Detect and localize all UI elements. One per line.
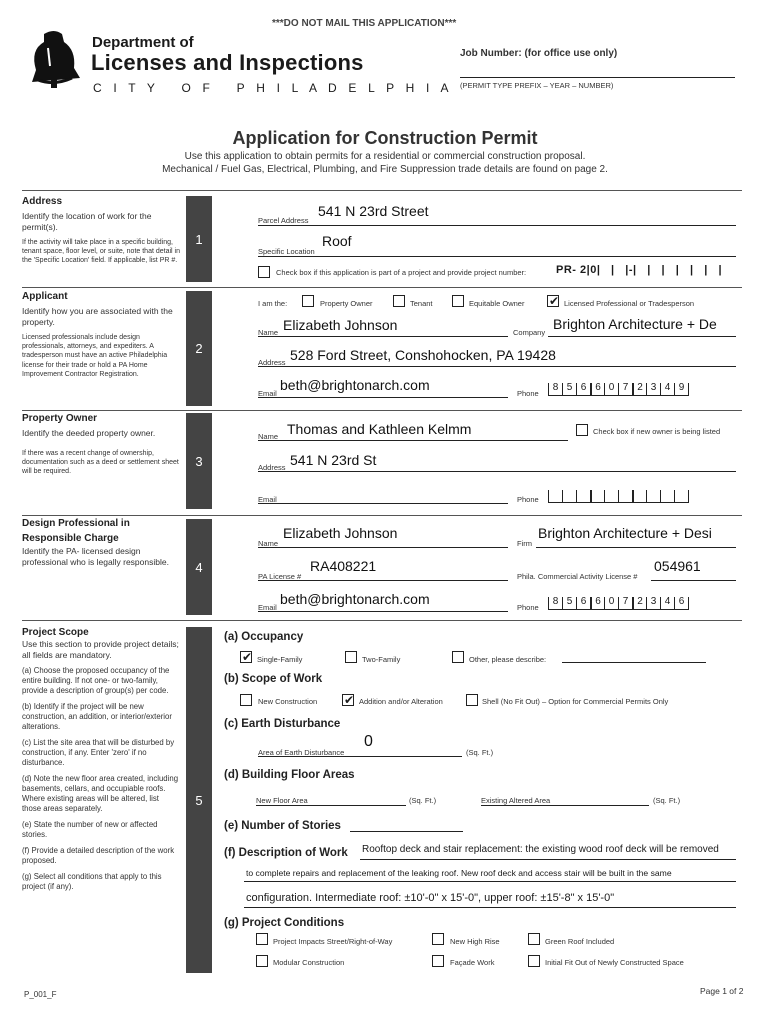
owner-name-value[interactable]: Thomas and Kathleen Kelmm	[287, 421, 472, 437]
description-line-1[interactable]: Rooftop deck and stair replacement: the existing wood roof deck will be removed	[362, 844, 719, 855]
section-2-number: 2	[195, 341, 203, 356]
shell-checkbox[interactable]	[466, 694, 478, 706]
phone-digit: 0	[604, 597, 618, 609]
altered-area-unit: (Sq. Ft.)	[653, 796, 681, 805]
occupancy-heading: (a) Occupancy	[224, 631, 304, 643]
shell-option: Shell (No Fit Out) – Option for Commercial Permits Only	[482, 697, 669, 706]
applicant-company-line	[548, 336, 736, 337]
licensed-professional-option: Licensed Professional or Tradesperson	[564, 299, 695, 308]
applicant-name-value[interactable]: Elizabeth Johnson	[283, 317, 398, 333]
applicant-address-value[interactable]: 528 Ford Street, Conshohocken, PA 19428	[290, 347, 556, 363]
phone-digit: 2	[632, 597, 646, 609]
design-firm-label: Firm	[517, 539, 532, 548]
description-rule-2	[244, 881, 736, 882]
addition-alteration-checkbox[interactable]	[342, 694, 354, 706]
project-check-label: Check box if this application is part of a project and provide project number:	[276, 268, 527, 277]
applicant-note: Licensed professionals include design professionals, attorneys, and expediters. A tradesperson must have an active Philadelphia license for their trade or hold a PA Home Improvement Contractor Registration.	[22, 334, 168, 378]
owner-address-line	[258, 471, 736, 472]
liberty-bell-logo	[24, 28, 86, 92]
phone-digit: 7	[618, 383, 632, 395]
scope-note-a: (a) Choose the proposed occupancy of the entire building. If not one- or two-family, provide a description of group(s) per code.	[22, 666, 170, 695]
conditions-heading: (g) Project Conditions	[224, 917, 345, 929]
specific-location-value[interactable]: Roof	[322, 233, 352, 249]
stories-line[interactable]	[350, 831, 463, 832]
section-5-bar	[186, 627, 212, 973]
phone-digit: 5	[562, 597, 576, 609]
dept-line1: Department of	[92, 34, 194, 51]
green-roof-checkbox[interactable]	[528, 933, 540, 945]
applicant-section-info	[22, 291, 182, 379]
new-high-rise-option: New High Rise	[450, 937, 500, 946]
checkmark-icon: ✔	[344, 693, 355, 707]
addition-alteration-option: Addition and/or Alteration	[359, 697, 443, 706]
phone-digit: 5	[562, 383, 576, 395]
commercial-license-value[interactable]: 054961	[654, 558, 701, 574]
divider	[22, 190, 742, 191]
single-family-checkbox[interactable]	[240, 651, 252, 663]
altered-area-line[interactable]	[481, 805, 649, 806]
design-email-value[interactable]: beth@brightonarch.com	[280, 591, 430, 607]
earth-disturbance-label: Area of Earth Disturbance	[258, 748, 345, 757]
applicant-desc: Identify how you are associated with the property.	[22, 306, 173, 327]
equitable-owner-option: Equitable Owner	[469, 299, 525, 308]
scope-desc: Use this section to provide project details; all fields are mandatory.	[22, 639, 179, 660]
design-name-line	[258, 547, 508, 548]
description-line-3[interactable]: configuration. Intermediate roof: ±10'-0" x 15'-0", upper roof: ±15'-8" x 15'-0"	[246, 892, 615, 904]
job-number-label: Job Number: (for office use only)	[460, 48, 618, 59]
property-owner-option: Property Owner	[320, 299, 373, 308]
new-construction-option: New Construction	[258, 697, 318, 706]
earth-disturbance-heading: (c) Earth Disturbance	[224, 718, 341, 730]
phone-digit: 6	[576, 597, 590, 609]
phone-digit: 8	[548, 383, 562, 395]
facade-checkbox[interactable]	[432, 955, 444, 967]
tenant-option: Tenant	[410, 299, 433, 308]
pr-number-field[interactable]: PR- 2|0| | |-| | | | | | |	[556, 264, 723, 276]
licensed-professional-checkbox[interactable]	[547, 295, 559, 307]
phone-digit: 2	[632, 383, 646, 395]
address-note: If the activity will take place in a specific building, tenant space, floor level, or suite, note that detail in the 'Specific Location' field. If applicable, list PR #.	[22, 239, 180, 265]
owner-name-label: Name	[258, 432, 279, 441]
owner-address-label: Address	[258, 463, 286, 472]
design-email-line	[258, 611, 508, 612]
section-1-number: 1	[195, 231, 203, 247]
floor-areas-heading: (d) Building Floor Areas	[224, 769, 355, 781]
specific-location-label: Specific Location	[258, 247, 315, 256]
applicant-phone-field[interactable]	[548, 383, 689, 396]
phone-digit: 6	[576, 383, 590, 395]
owner-phone-label: Phone	[517, 495, 539, 504]
new-owner-label: Check box if new owner is being listed	[593, 427, 721, 436]
owner-phone-field[interactable]	[548, 490, 689, 503]
applicant-name-label: Name	[258, 328, 279, 337]
scope-note-g: (g) Select all conditions that apply to this project (if any).	[22, 872, 162, 891]
divider	[22, 515, 742, 516]
initial-fit-out-option: Initial Fit Out of Newly Constructed Space	[545, 958, 684, 967]
design-name-label: Name	[258, 539, 279, 548]
altered-area-label: Existing Altered Area	[481, 796, 551, 805]
other-occupancy-option: Other, please describe:	[469, 655, 547, 664]
new-high-rise-checkbox[interactable]	[432, 933, 444, 945]
pa-license-value[interactable]: RA408221	[310, 558, 377, 574]
owner-note: If there was a recent change of ownership, documentation such as a deed or settlement sheet will be required.	[22, 449, 179, 475]
section-4-number: 4	[195, 559, 203, 575]
other-occupancy-checkbox[interactable]	[452, 651, 464, 663]
new-construction-checkbox[interactable]	[240, 694, 252, 706]
initial-fit-out-checkbox[interactable]	[528, 955, 540, 967]
commercial-license-label: Phila. Commercial Activity License #	[517, 572, 638, 581]
phone-digit: 0	[604, 383, 618, 395]
applicant-address-line	[258, 366, 736, 367]
modular-checkbox[interactable]	[256, 955, 268, 967]
applicant-email-label: Email	[258, 389, 277, 398]
pa-license-label: PA License #	[258, 572, 302, 581]
i-am-label: I am the:	[258, 299, 288, 308]
design-heading-2: Responsible Charge	[22, 533, 119, 544]
commercial-license-line	[651, 580, 736, 581]
checkmark-icon: ✔	[242, 650, 253, 664]
description-rule-3	[244, 907, 736, 908]
phone-digit: 3	[646, 597, 660, 609]
owner-name-line	[258, 440, 568, 441]
owner-desc: Identify the deeded property owner.	[22, 428, 156, 438]
owner-email-label: Email	[258, 495, 277, 504]
green-roof-option: Green Roof Included	[545, 937, 615, 946]
earth-disturbance-value[interactable]: 0	[364, 733, 373, 750]
dept-line3: C I T Y O F P H I L A D E L P H I A	[93, 81, 453, 95]
description-rule-1	[360, 859, 736, 860]
section-4-bar	[186, 519, 212, 615]
scope-section-info	[22, 627, 180, 892]
address-section-info	[22, 196, 182, 266]
applicant-address-label: Address	[258, 358, 286, 367]
other-occupancy-line[interactable]	[562, 662, 706, 663]
checkmark-icon: ✔	[549, 294, 560, 308]
applicant-email-line	[258, 397, 508, 398]
design-heading-1: Design Professional in	[22, 518, 130, 529]
scope-note-f: (f) Provide a detailed description of the work proposed.	[22, 846, 175, 865]
pa-license-line	[258, 580, 508, 581]
page-title: Application for Construction Permit	[232, 128, 538, 148]
new-floor-area-label: New Floor Area	[256, 796, 308, 805]
phone-digit: 6	[590, 383, 604, 395]
earth-disturbance-line	[258, 756, 462, 757]
earth-disturbance-unit: (Sq. Ft.)	[466, 748, 494, 757]
specific-location-line	[258, 256, 736, 257]
page-number: Page 1 of 2	[700, 986, 744, 996]
tenant-checkbox[interactable]	[393, 295, 405, 307]
parcel-address-label: Parcel Address	[258, 216, 309, 225]
divider	[22, 620, 742, 621]
applicant-company-value[interactable]: Brighton Architecture + De	[553, 316, 717, 332]
subtitle-1: Use this application to obtain permits for a residential or commercial construction proposal.	[184, 151, 586, 162]
subtitle-2: Mechanical / Fuel Gas, Electrical, Plumbing, and Fire Suppression trade details are found on page 2.	[162, 164, 608, 175]
job-number-line[interactable]	[460, 64, 735, 78]
two-family-checkbox[interactable]	[345, 651, 357, 663]
two-family-option: Two-Family	[362, 655, 401, 664]
address-desc: Identify the location of work for the permit(s).	[22, 211, 152, 232]
applicant-email-value[interactable]: beth@brightonarch.com	[280, 377, 430, 393]
divider	[22, 410, 742, 411]
scope-of-work-heading: (b) Scope of Work	[224, 673, 323, 685]
phone-digit: 4	[660, 597, 674, 609]
divider	[22, 287, 742, 288]
design-desc: Identify the PA- licensed design professional who is legally responsible.	[22, 546, 169, 567]
new-floor-area-unit: (Sq. Ft.)	[409, 796, 437, 805]
form-id: P_001_F	[24, 990, 57, 999]
scope-note-b: (b) Identify if the project will be new construction, an addition, or interior/exterior alterations.	[22, 702, 172, 731]
modular-option: Modular Construction	[273, 958, 345, 967]
owner-heading: Property Owner	[22, 413, 98, 424]
scope-note-e: (e) State the number of new or affected stories.	[22, 820, 158, 839]
section-1-bar	[186, 196, 212, 282]
phone-digit: 4	[660, 383, 674, 395]
design-name-value[interactable]: Elizabeth Johnson	[283, 525, 398, 541]
equitable-owner-checkbox[interactable]	[452, 295, 464, 307]
section-5-number: 5	[195, 792, 203, 808]
impacts-street-checkbox[interactable]	[256, 933, 268, 945]
parcel-address-value[interactable]: 541 N 23rd Street	[318, 203, 429, 219]
phone-digit: 8	[548, 597, 562, 609]
applicant-name-line	[258, 336, 508, 337]
phone-digit: 3	[646, 383, 660, 395]
description-heading: (f) Description of Work	[224, 847, 348, 859]
applicant-phone-label: Phone	[517, 389, 539, 398]
impacts-street-option: Project Impacts Street/Right-of-Way	[273, 937, 393, 946]
owner-address-value[interactable]: 541 N 23rd St	[290, 452, 377, 468]
applicant-heading: Applicant	[22, 291, 68, 302]
new-owner-checkbox[interactable]	[576, 424, 588, 436]
phone-digit: 9	[674, 383, 688, 395]
do-not-mail-warning: ***DO NOT MAIL THIS APPLICATION***	[272, 18, 457, 29]
phone-digit: 6	[590, 597, 604, 609]
owner-section-info	[22, 413, 182, 476]
parcel-address-line	[258, 225, 736, 226]
scope-note-d: (d) Note the new floor area created, including basements, cellars, and occupiable roofs. Where existing areas will be altered, list those areas separately.	[22, 774, 179, 813]
design-section-info	[22, 518, 182, 567]
scope-heading: Project Scope	[22, 627, 89, 638]
owner-email-line[interactable]	[258, 503, 508, 504]
design-phone-label: Phone	[517, 603, 539, 612]
design-email-label: Email	[258, 603, 277, 612]
description-line-2[interactable]: to complete repairs and replacement of the leaking roof. New roof deck and access stair will be built in the same	[246, 868, 672, 878]
facade-option: Façade Work	[450, 958, 495, 967]
property-owner-checkbox[interactable]	[302, 295, 314, 307]
dept-line2: Licenses and Inspections	[91, 50, 364, 75]
stories-heading: (e) Number of Stories	[224, 820, 341, 832]
address-heading: Address	[22, 196, 63, 207]
section-3-bar	[186, 413, 212, 509]
phone-digit: 6	[674, 597, 688, 609]
project-checkbox[interactable]	[258, 266, 270, 278]
permit-type-hint: (PERMIT TYPE PREFIX – YEAR – NUMBER)	[460, 81, 614, 90]
design-phone-field[interactable]	[548, 597, 689, 610]
design-firm-value[interactable]: Brighton Architecture + Desi	[538, 525, 712, 541]
scope-note-c: (c) List the site area that will be disturbed by construction, if any. Enter 'zero' if no disturbance.	[22, 738, 175, 767]
section-3-number: 3	[195, 453, 203, 469]
new-floor-area-line[interactable]	[256, 805, 406, 806]
applicant-company-label: Company	[513, 328, 546, 337]
phone-digit: 7	[618, 597, 632, 609]
section-2-bar	[186, 291, 212, 406]
single-family-option: Single-Family	[257, 655, 303, 664]
design-firm-line	[536, 547, 736, 548]
